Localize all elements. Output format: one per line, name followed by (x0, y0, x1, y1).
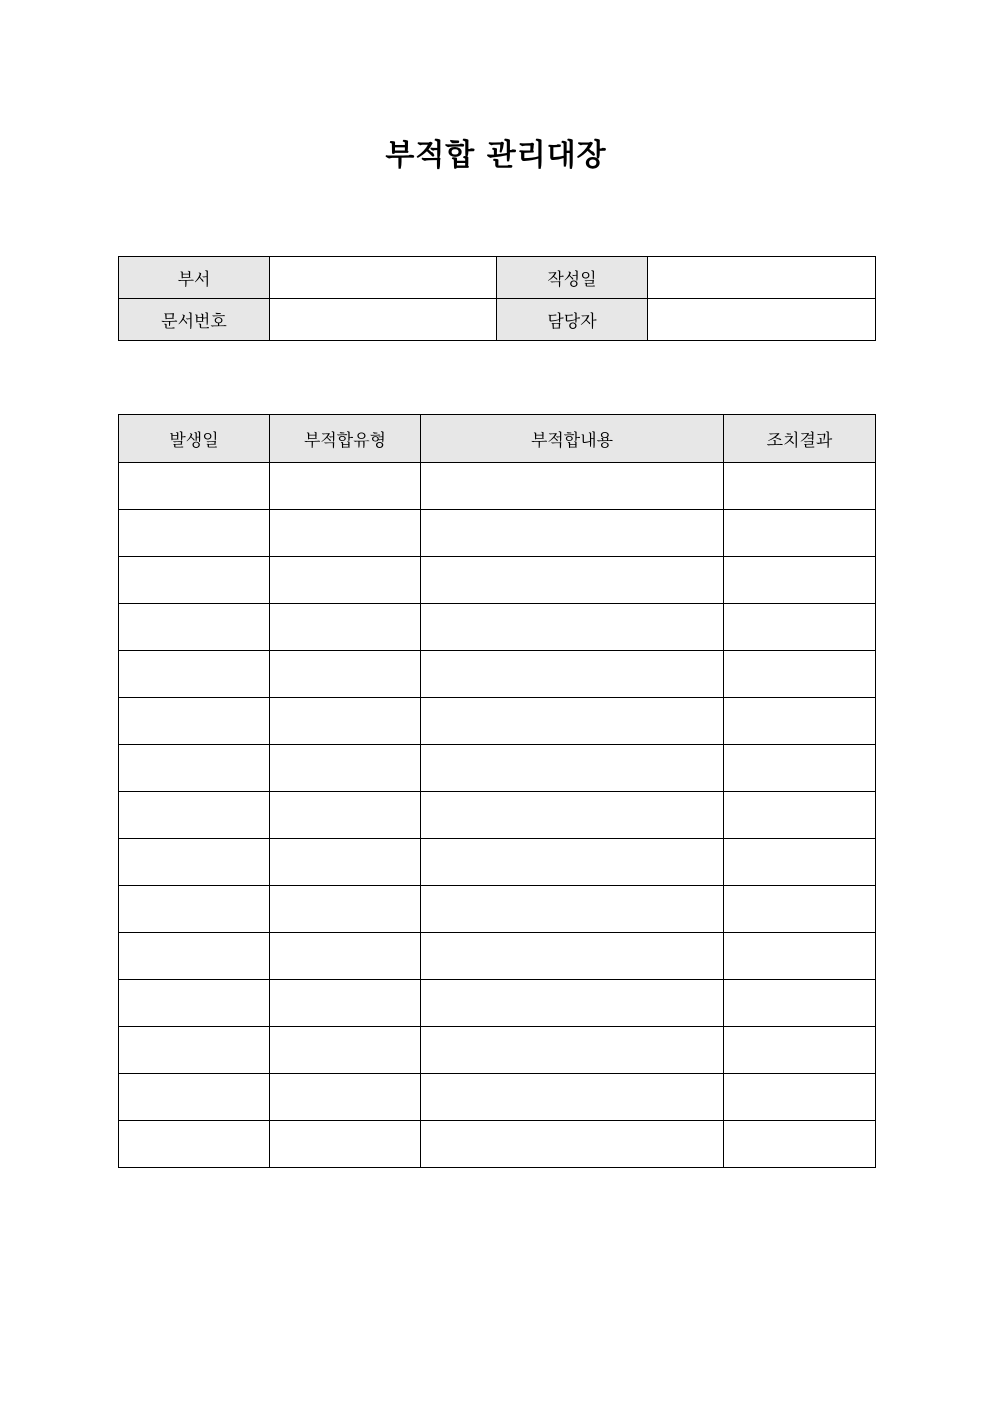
occurrence-date-cell[interactable] (119, 698, 270, 745)
manager-field[interactable] (648, 299, 876, 341)
action-result-cell[interactable] (724, 980, 876, 1027)
table-row (119, 1074, 876, 1121)
occurrence-date-cell[interactable] (119, 980, 270, 1027)
nonconformity-type-cell[interactable] (270, 792, 421, 839)
info-row (119, 299, 876, 341)
department-field[interactable] (270, 257, 497, 299)
action-result-cell[interactable] (724, 792, 876, 839)
nonconformity-content-cell[interactable] (421, 604, 724, 651)
table-row (119, 1121, 876, 1168)
nonconformity-content-cell[interactable] (421, 651, 724, 698)
occurrence-date-cell[interactable] (119, 463, 270, 510)
nonconformity-type-cell[interactable] (270, 933, 421, 980)
nonconformity-type-cell[interactable] (270, 604, 421, 651)
action-result-cell[interactable] (724, 1121, 876, 1168)
info-table (118, 256, 876, 341)
page-title: 부적합 관리대장 (385, 138, 607, 173)
table-row (119, 510, 876, 557)
action-result-cell[interactable] (724, 886, 876, 933)
header-occurrence-date: 발생일 (119, 415, 270, 463)
action-result-cell[interactable] (724, 557, 876, 604)
nonconformity-table (118, 414, 876, 1168)
occurrence-date-cell[interactable] (119, 1121, 270, 1168)
nonconformity-content-cell[interactable] (421, 839, 724, 886)
nonconformity-type-cell[interactable] (270, 651, 421, 698)
nonconformity-content-cell[interactable] (421, 980, 724, 1027)
nonconformity-type-cell[interactable] (270, 510, 421, 557)
nonconformity-type-cell[interactable] (270, 745, 421, 792)
nonconformity-type-cell[interactable] (270, 980, 421, 1027)
nonconformity-content-cell[interactable] (421, 510, 724, 557)
table-row (119, 463, 876, 510)
action-result-cell[interactable] (724, 651, 876, 698)
nonconformity-content-cell[interactable] (421, 557, 724, 604)
occurrence-date-cell[interactable] (119, 1027, 270, 1074)
table-row (119, 933, 876, 980)
nonconformity-content-cell[interactable] (421, 933, 724, 980)
action-result-cell[interactable] (724, 510, 876, 557)
table-row (119, 1027, 876, 1074)
action-result-cell[interactable] (724, 698, 876, 745)
nonconformity-type-cell[interactable] (270, 1121, 421, 1168)
occurrence-date-cell[interactable] (119, 839, 270, 886)
nonconformity-type-cell[interactable] (270, 1074, 421, 1121)
nonconformity-type-cell[interactable] (270, 463, 421, 510)
nonconformity-content-cell[interactable] (421, 1027, 724, 1074)
info-row (119, 257, 876, 299)
table-row (119, 839, 876, 886)
doc-number-label: 문서번호 (119, 299, 270, 341)
action-result-cell[interactable] (724, 839, 876, 886)
action-result-cell[interactable] (724, 933, 876, 980)
occurrence-date-cell[interactable] (119, 745, 270, 792)
occurrence-date-cell[interactable] (119, 557, 270, 604)
table-row (119, 604, 876, 651)
action-result-cell[interactable] (724, 1074, 876, 1121)
nonconformity-content-cell[interactable] (421, 463, 724, 510)
table-body (119, 463, 876, 1168)
table-row (119, 651, 876, 698)
occurrence-date-cell[interactable] (119, 510, 270, 557)
nonconformity-content-cell[interactable] (421, 698, 724, 745)
nonconformity-content-cell[interactable] (421, 792, 724, 839)
table-header-row (119, 415, 876, 463)
occurrence-date-cell[interactable] (119, 1074, 270, 1121)
nonconformity-content-cell[interactable] (421, 745, 724, 792)
table-row (119, 792, 876, 839)
nonconformity-type-cell[interactable] (270, 557, 421, 604)
table-row (119, 557, 876, 604)
occurrence-date-cell[interactable] (119, 886, 270, 933)
table-row (119, 698, 876, 745)
department-label: 부서 (119, 257, 270, 299)
table-row (119, 886, 876, 933)
table-row (119, 980, 876, 1027)
date-label: 작성일 (497, 257, 648, 299)
header-nonconformity-type: 부적합유형 (270, 415, 421, 463)
nonconformity-content-cell[interactable] (421, 1074, 724, 1121)
table-row (119, 745, 876, 792)
nonconformity-type-cell[interactable] (270, 698, 421, 745)
nonconformity-type-cell[interactable] (270, 839, 421, 886)
doc-number-field[interactable] (270, 299, 497, 341)
occurrence-date-cell[interactable] (119, 604, 270, 651)
nonconformity-type-cell[interactable] (270, 1027, 421, 1074)
nonconformity-type-cell[interactable] (270, 886, 421, 933)
occurrence-date-cell[interactable] (119, 651, 270, 698)
action-result-cell[interactable] (724, 604, 876, 651)
date-field[interactable] (648, 257, 876, 299)
nonconformity-content-cell[interactable] (421, 886, 724, 933)
action-result-cell[interactable] (724, 463, 876, 510)
occurrence-date-cell[interactable] (119, 933, 270, 980)
header-action-result: 조치결과 (724, 415, 876, 463)
header-nonconformity-content: 부적합내용 (421, 415, 724, 463)
occurrence-date-cell[interactable] (119, 792, 270, 839)
action-result-cell[interactable] (724, 745, 876, 792)
manager-label: 담당자 (497, 299, 648, 341)
nonconformity-content-cell[interactable] (421, 1121, 724, 1168)
action-result-cell[interactable] (724, 1027, 876, 1074)
